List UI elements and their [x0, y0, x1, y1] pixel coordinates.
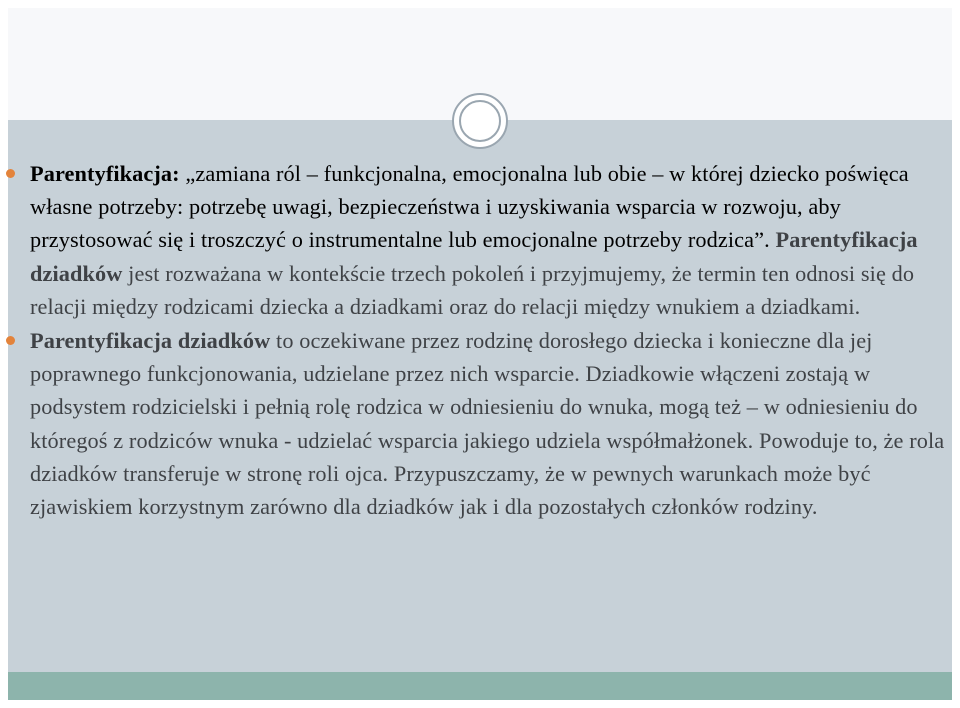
- definition-quote: „zamiana ról – funkcjonalna, emocjonalna lub obie – w której dziecko poświęca własne potrzeby: potrzebę uwagi, bezpieczeństwa i uzyskiwania wsparcia w rozwoju, aby przystosować się i troszczyć o instrumentalne lub emocjonalne potrzeby rodzica”.: [30, 161, 909, 253]
- paragraph-text: to oczekiwane przez rodzinę dorosłego dziecka i konieczne dla jej poprawnego funkcjonowania, udzielane przez nich wsparcie. Dziadkowie włączeni zostają w podsystem rodzicielski i pełnią rolę rodzica w odniesieniu do wnuka, mogą też – w odniesieniu do któregoś z rodziców wnuka - udzielać wsparcia jakiego udziela współmałżonek. Powoduje to, że rola dziadków transferuje w stronę roli ojca. Przypuszczamy, że w pewnych warunkach może być zjawiskiem korzystnym zarówno dla dziadków jak i dla pozostałych członków rodziny.: [30, 328, 945, 520]
- paragraph-text: jest rozważana w kontekście trzech pokoleń i przyjmujemy, że termin ten odnosi się do relacji między rodzicami dziecka a dziadkami oraz do relacji między wnukiem a dziadkami.: [30, 260, 915, 319]
- bullet-icon: [6, 169, 15, 178]
- bottom-decorative-bar: [8, 672, 952, 700]
- slide-body: [30, 157, 948, 524]
- decorative-inner-ring: [459, 100, 501, 142]
- decorative-circle-icon: [452, 93, 508, 149]
- bullet-icon: [6, 336, 15, 345]
- bullet-paragraph-definition: [30, 157, 948, 323]
- bullet-paragraph-grandparents: [30, 324, 948, 523]
- term-label: Parentyfikacja:: [30, 161, 180, 186]
- term-label-grandparents: Parentyfikacja dziadków: [30, 227, 918, 286]
- term-label-grandparents: Parentyfikacja dziadków: [30, 328, 271, 354]
